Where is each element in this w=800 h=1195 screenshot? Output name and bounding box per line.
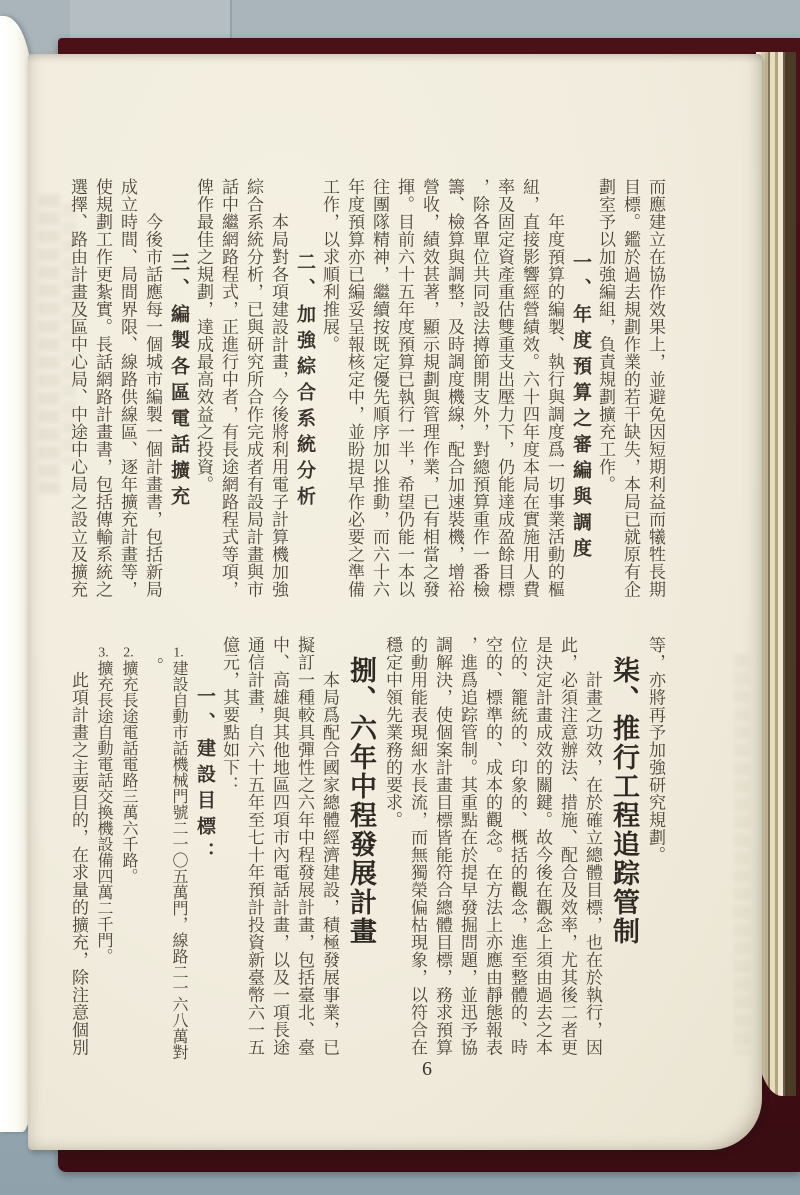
text-column: 本局對各項建設計畫，今後將利用電子計算機加強 — [269, 213, 288, 599]
text-column: 使規劃工作更紮實。長話網路計畫書，包括傳輸系統之 — [93, 178, 112, 598]
text-column: 。 — [144, 657, 163, 675]
text-column: 此項計畫之主要目的，在求量的擴充，除注意個別 — [69, 671, 88, 1057]
text-column: 目標。鑑於過去規劃作業的若干缺失，本局已就原有企 — [621, 178, 640, 598]
page-edge-stack — [756, 52, 796, 1096]
text-column: 是決定計畫成效的關鍵。故今後在觀念上須由過去之本 — [533, 636, 552, 1056]
text-column: 等，亦將再予加強研究規劃。 — [646, 636, 665, 864]
text-column: 年度預算亦已編妥呈報核定中，並盼提早作必要之準備 — [345, 178, 364, 598]
text-column: 成立時間、局間界限、線路供線區、逐年擴充計畫等， — [118, 178, 137, 598]
text-column: 紐，直接影響經營績效。六十四年度本局在實施用人費 — [520, 178, 539, 598]
text-column: 位的、籠統的、印象的、概括的觀念，進至整體的、時 — [508, 636, 527, 1056]
numbered-item-column: 1.建設自動市話機械門號二一〇五萬門，線路二一六八萬對 — [170, 646, 187, 1061]
text-column: 計畫之功效，在於確立總體目標，也在於執行，因 — [583, 671, 602, 1057]
text-column: 擬訂一種較具彈性之六年中程發展計畫，包括臺北、臺 — [295, 636, 314, 1056]
numbered-item-column: 3.擴充長途自動電話交換機設備四萬二千門。 — [95, 646, 112, 965]
section-heading-column: 二、加強綜合系統分析 — [294, 251, 315, 512]
text-column: 的動用能表現細水長流，而無獨榮偏枯現象，以符合在 — [408, 636, 427, 1056]
text-column: ，除各單位共同設法撙節開支外，對總預算重作一番檢 — [470, 178, 489, 598]
cover-cloth-patch — [70, 0, 232, 40]
text-column: 劃室予以加強編組，負責規劃擴充工作。 — [596, 178, 615, 493]
text-column: 此，必須注意辦法、措施、配合及效率，尤其後二者更 — [558, 636, 577, 1056]
text-column: 籌、檢算與調整，及時調度機線，配合加速裝機，增裕 — [445, 178, 464, 598]
section-heading-column: 三、編製各區電話擴充 — [168, 251, 189, 512]
text-column: 調解決，使個案計畫目標皆能符合總體目標，務求預算 — [433, 636, 452, 1056]
lower-text-block — [62, 636, 668, 1068]
page-number: 6 — [422, 1058, 433, 1080]
text-column: 本局爲配合國家總體經濟建設，積極發展事業，已 — [320, 671, 339, 1057]
text-column: 揮。目前六十五年度預算已執行一半，希望仍能一本以 — [395, 178, 414, 598]
item-number: 2. — [123, 646, 134, 661]
text-column: 億元，其要點如下： — [220, 636, 239, 794]
text-column: 年度預算的編製、執行與調度爲一切事業活動的樞 — [545, 213, 564, 599]
text-column: 綜合系統分析，已與研究所合作完成者有設局計畫與市 — [244, 178, 263, 598]
item-number: 1. — [173, 646, 184, 661]
text-column: 而應建立在協作效果上，並避免因短期利益而犧牲長期 — [646, 178, 665, 598]
section-heading-column: 一、年度預算之審編與調度 — [570, 251, 591, 564]
ink-bleedthrough — [38, 194, 60, 494]
text-column: 話中繼網路程式，正進行中者，有長途網路程式等項， — [219, 178, 238, 598]
section-heading-column: 一、建設目標： — [194, 686, 215, 869]
text-column: 率及固定資產重估雙重支出壓力下，仍能達成盈餘目標 — [495, 178, 514, 598]
text-column: 穩定中領先業務的要求。 — [383, 636, 402, 829]
text-column: 往團隊精神，繼續按既定優先順序加以推動，而六十六 — [370, 178, 389, 598]
text-column: ，進爲追踪管制。其重點在於提早發掘問題，並迅予協 — [458, 636, 477, 1056]
ink-bleedthrough — [734, 654, 750, 1054]
numbered-item-column: 2.擴充長途電話電路三萬六千路。 — [120, 646, 137, 885]
chapter-heading-column: 捌、六年中程發展計畫 — [346, 656, 376, 947]
text-column: 通信計畫，自六十五年至七十年預計投資新臺幣六一五 — [245, 636, 264, 1056]
page — [28, 54, 762, 1150]
text-column: 選擇、路由計畫及區中心局、中途中心局之設立及擴充 — [68, 178, 87, 598]
text-column: 營收，績效甚著，顯示規劃與管理作業，已有相當之發 — [420, 178, 439, 598]
item-number: 3. — [98, 646, 109, 661]
text-column: 俾作最佳之規劃，達成最高效益之投資。 — [194, 178, 213, 493]
text-column: 中、高雄與其他地區四項市內電話計畫，以及一項長途 — [270, 636, 289, 1056]
chapter-heading-column: 柒、推行工程追踪管制 — [609, 656, 639, 947]
text-column: 工作，以求順利推展。 — [320, 178, 339, 353]
text-column: 空的、標準的、成本的觀念。在方法上亦應由靜態報表 — [483, 636, 502, 1056]
text-column: 今後市話應每一個城市編製一個計畫書，包括新局 — [143, 213, 162, 599]
upper-text-block — [66, 178, 668, 602]
